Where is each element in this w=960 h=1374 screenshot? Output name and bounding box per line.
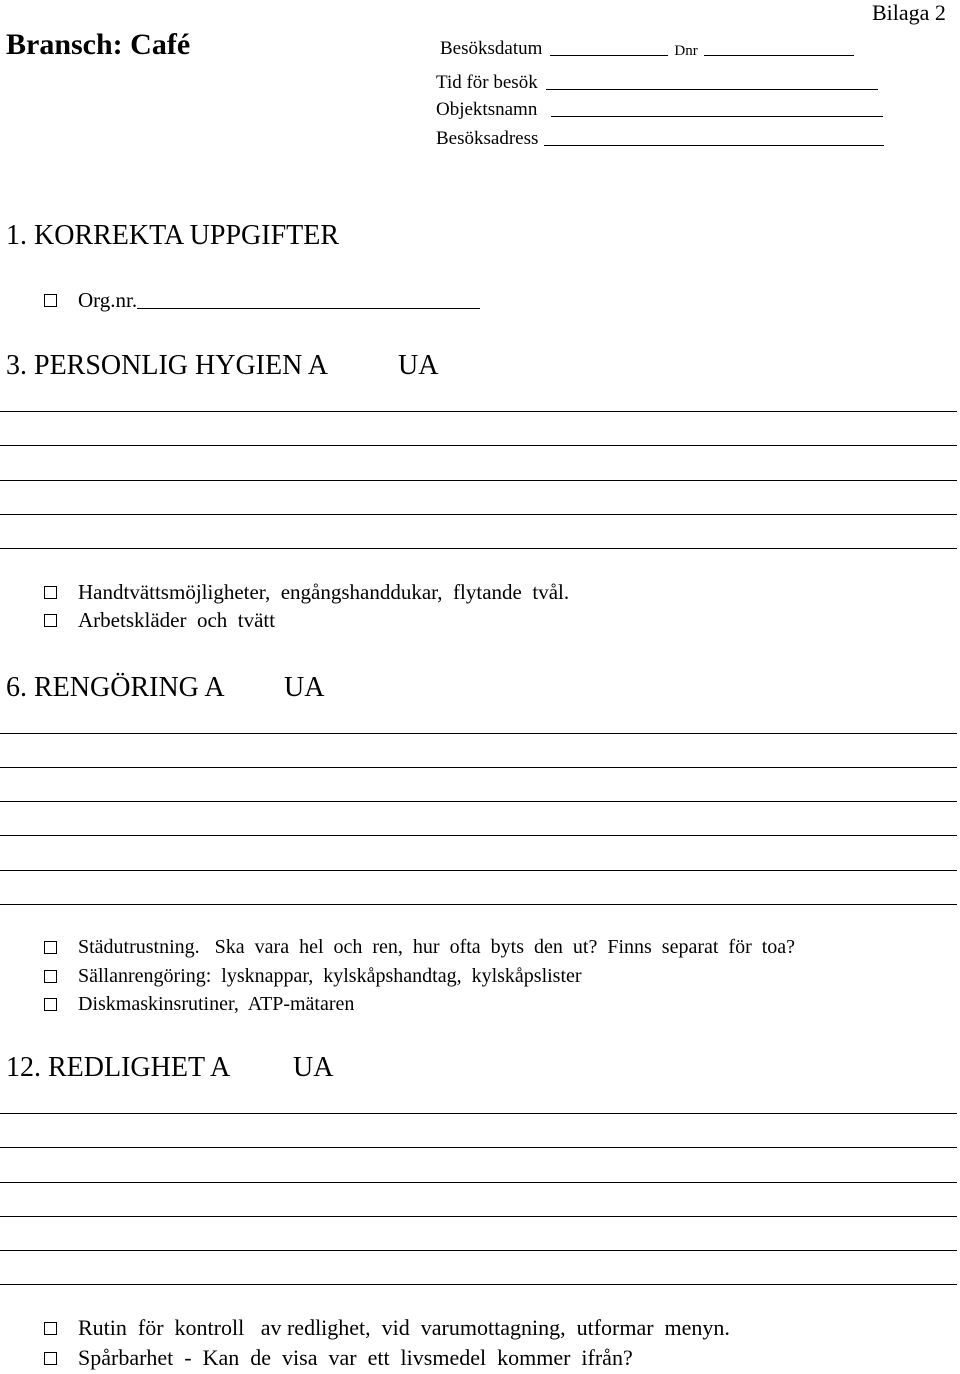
notes-line[interactable] — [0, 1284, 957, 1285]
visit-time-row — [436, 72, 878, 94]
visit-date-field[interactable] — [550, 55, 668, 56]
notes-line[interactable] — [0, 870, 957, 871]
section-12-heading: 12. REDLIGHET A — [6, 1052, 231, 1083]
hygiene-item — [44, 580, 569, 605]
visit-address-label: Besöksadress — [436, 128, 539, 149]
notes-line[interactable] — [0, 767, 957, 768]
visit-date-label: Besöksdatum — [440, 38, 543, 59]
notes-line[interactable] — [0, 514, 957, 515]
org-nr-row — [44, 288, 480, 313]
checkbox[interactable] — [44, 1322, 57, 1335]
notes-line[interactable] — [0, 1182, 957, 1183]
cleaning-item — [44, 993, 354, 1016]
checkbox[interactable] — [44, 970, 57, 983]
cleaning-item-label: Sällanrengöring: lysknappar, kylskåpshandtag, kylskåpslister — [78, 965, 582, 987]
notes-line[interactable] — [0, 801, 957, 802]
checkbox[interactable] — [44, 1352, 57, 1365]
org-nr-label: Org.nr. — [78, 288, 138, 312]
object-name-field[interactable] — [551, 116, 883, 117]
visit-address-row — [436, 128, 884, 150]
hygiene-item — [44, 608, 275, 633]
section-6-ua: UA — [284, 672, 325, 703]
notes-line[interactable] — [0, 835, 957, 836]
notes-line[interactable] — [0, 411, 957, 412]
checkbox[interactable] — [44, 614, 57, 627]
integrity-item-label: Spårbarhet - Kan de visa var ett livsmedel kommer ifrån? — [78, 1345, 633, 1370]
notes-line[interactable] — [0, 548, 957, 549]
integrity-item — [44, 1315, 730, 1341]
section-6-heading: 6. RENGÖRING A — [6, 672, 225, 703]
visit-time-label: Tid för besök — [436, 72, 538, 93]
cleaning-item — [44, 936, 795, 959]
appendix-label: Bilaga 2 — [872, 0, 946, 25]
section-12-ua: UA — [293, 1052, 334, 1083]
visit-address-field[interactable] — [544, 145, 884, 146]
object-name-row — [436, 99, 883, 121]
cleaning-item — [44, 965, 582, 988]
object-name-label: Objektsnamn — [436, 99, 538, 120]
cleaning-item-label: Städutrustning. Ska vara hel och ren, hur ofta byts den ut? Finns separat för toa? — [78, 936, 796, 958]
checkbox-org-nr[interactable] — [44, 294, 57, 307]
dnr-field[interactable] — [704, 55, 854, 56]
dnr-label: Dnr — [674, 43, 698, 59]
notes-line[interactable] — [0, 445, 957, 446]
org-nr-field[interactable] — [137, 308, 480, 309]
notes-line[interactable] — [0, 1113, 957, 1114]
checkbox[interactable] — [44, 586, 57, 599]
hygiene-item-label: Arbetskläder och tvätt — [78, 608, 276, 632]
hygiene-item-label: Handtvättsmöjligheter, engångshanddukar, flytande tvål. — [78, 580, 570, 604]
integrity-item-label: Rutin för kontroll av redlighet, vid varumottagning, utformar menyn. — [78, 1315, 730, 1340]
page-title: Bransch: Café — [6, 28, 191, 61]
notes-line[interactable] — [0, 904, 957, 905]
section-3-ua: UA — [398, 350, 439, 381]
cleaning-item-label: Diskmaskinsrutiner, ATP-mätaren — [78, 993, 355, 1015]
notes-line[interactable] — [0, 480, 957, 481]
checkbox[interactable] — [44, 941, 57, 954]
integrity-item — [44, 1345, 633, 1371]
checkbox[interactable] — [44, 998, 57, 1011]
visit-date-row — [440, 38, 854, 60]
section-1-heading: 1. KORREKTA UPPGIFTER — [6, 220, 340, 251]
visit-time-field[interactable] — [546, 89, 878, 90]
notes-line[interactable] — [0, 1250, 957, 1251]
notes-line[interactable] — [0, 1147, 957, 1148]
notes-line[interactable] — [0, 733, 957, 734]
section-3-heading: 3. PERSONLIG HYGIEN A — [6, 350, 328, 381]
notes-line[interactable] — [0, 1216, 957, 1217]
